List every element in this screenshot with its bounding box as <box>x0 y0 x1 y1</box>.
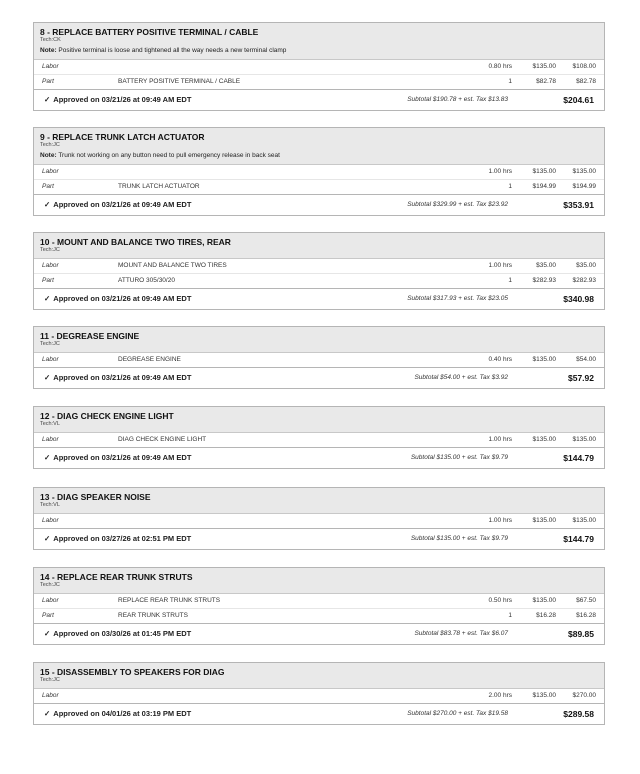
note-text: Positive terminal is loose and tightened all the way needs a new terminal clamp <box>58 47 287 54</box>
approval-text: Approved on 03/30/26 at 01:45 PM EDT <box>53 629 192 638</box>
line-description: MOUNT AND BALANCE TWO TIRES <box>118 262 227 269</box>
line-items <box>34 514 604 528</box>
job-header <box>34 663 604 689</box>
job-card <box>33 487 605 550</box>
job-footer <box>34 623 604 644</box>
job-tech: Tech:JC <box>40 582 60 588</box>
line-rate: $135.00 <box>532 517 556 524</box>
job-tech: Tech:JC <box>40 247 60 253</box>
check-icon: ✓ <box>44 629 51 638</box>
line-items <box>34 353 604 367</box>
line-total: $108.00 <box>572 63 596 70</box>
line-items <box>34 433 604 447</box>
line-type: Labor <box>42 692 59 699</box>
line-items <box>34 259 604 288</box>
job-note <box>40 46 598 55</box>
line-rate: $135.00 <box>532 168 556 175</box>
line-quantity: 0.40 hrs <box>488 356 512 363</box>
job-subtotal: Subtotal $270.00 + est. Tax $19.58 <box>407 710 508 717</box>
line-description: DIAG CHECK ENGINE LIGHT <box>118 436 207 443</box>
line-item-row <box>34 274 604 288</box>
line-items <box>34 594 604 623</box>
line-total: $135.00 <box>572 517 596 524</box>
job-subtotal: Subtotal $190.78 + est. Tax $13.83 <box>407 96 508 103</box>
job-subtotal: Subtotal $317.93 + est. Tax $23.05 <box>407 295 508 302</box>
job-tech: Tech:JC <box>40 341 60 347</box>
line-quantity: 0.80 hrs <box>488 63 512 70</box>
line-type: Labor <box>42 262 59 269</box>
job-footer <box>34 703 604 724</box>
line-item-row <box>34 433 604 447</box>
approval-text: Approved on 03/21/26 at 09:49 AM EDT <box>53 294 192 303</box>
line-rate: $135.00 <box>532 63 556 70</box>
line-quantity: 1.00 hrs <box>488 168 512 175</box>
line-rate: $282.93 <box>532 277 556 284</box>
job-subtotal: Subtotal $54.00 + est. Tax $3.92 <box>414 374 508 381</box>
line-type: Part <box>42 612 54 619</box>
job-card <box>33 127 605 216</box>
job-footer <box>34 194 604 215</box>
line-item-row <box>34 165 604 180</box>
job-subtotal: Subtotal $135.00 + est. Tax $9.79 <box>410 535 508 542</box>
job-grand-total: $289.58 <box>563 709 594 719</box>
approval-text: Approved on 03/21/26 at 09:49 AM EDT <box>53 453 192 462</box>
job-footer <box>34 288 604 309</box>
line-rate: $135.00 <box>532 436 556 443</box>
line-total: $282.93 <box>572 277 596 284</box>
approval-text: Approved on 03/21/26 at 09:49 AM EDT <box>53 200 192 209</box>
line-total: $82.78 <box>576 78 596 85</box>
line-total: $135.00 <box>572 168 596 175</box>
line-type: Labor <box>42 597 59 604</box>
line-type: Part <box>42 277 54 284</box>
line-items <box>34 165 604 194</box>
line-total: $67.50 <box>576 597 596 604</box>
line-item-row <box>34 594 604 609</box>
line-item-row <box>34 353 604 367</box>
job-footer <box>34 528 604 549</box>
job-card <box>33 232 605 310</box>
job-header <box>34 407 604 433</box>
line-quantity: 1.00 hrs <box>488 436 512 443</box>
job-title: 11 - DEGREASE ENGINE <box>40 331 140 341</box>
line-rate: $16.28 <box>536 612 556 619</box>
line-type: Labor <box>42 356 59 363</box>
job-header <box>34 327 604 353</box>
approval-text: Approved on 03/21/26 at 09:49 AM EDT <box>53 373 192 382</box>
line-rate: $135.00 <box>532 597 556 604</box>
line-type: Labor <box>42 436 59 443</box>
job-grand-total: $144.79 <box>563 453 594 463</box>
line-quantity: 1 <box>508 277 512 284</box>
job-tech: Tech:JC <box>40 142 60 148</box>
line-type: Labor <box>42 168 59 175</box>
line-description: DEGREASE ENGINE <box>118 356 181 363</box>
line-quantity: 1.00 hrs <box>488 262 512 269</box>
line-item-row <box>34 514 604 528</box>
line-total: $270.00 <box>572 692 596 699</box>
line-total: $194.99 <box>572 183 596 190</box>
job-card <box>33 567 605 645</box>
job-tech: Tech:JC <box>40 677 60 683</box>
line-type: Part <box>42 78 54 85</box>
job-title: 12 - DIAG CHECK ENGINE LIGHT <box>40 411 174 421</box>
check-icon: ✓ <box>44 709 51 718</box>
approval-status <box>44 90 191 110</box>
check-icon: ✓ <box>44 95 51 104</box>
line-item-row <box>34 60 604 75</box>
job-header <box>34 128 604 165</box>
note-label: Note: <box>40 47 57 54</box>
check-icon: ✓ <box>44 294 51 303</box>
job-header <box>34 488 604 514</box>
line-total: $135.00 <box>572 436 596 443</box>
check-icon: ✓ <box>44 373 51 382</box>
line-quantity: 1 <box>508 78 512 85</box>
line-quantity: 2.00 hrs <box>488 692 512 699</box>
job-footer <box>34 367 604 388</box>
job-header <box>34 23 604 60</box>
approval-status <box>44 704 191 724</box>
line-rate: $82.78 <box>536 78 556 85</box>
line-rate: $135.00 <box>532 356 556 363</box>
job-title: 13 - DIAG SPEAKER NOISE <box>40 492 151 502</box>
line-item-row <box>34 689 604 703</box>
approval-text: Approved on 03/21/26 at 09:49 AM EDT <box>53 95 192 104</box>
line-description: ATTURO 305/30/20 <box>118 277 175 284</box>
job-subtotal: Subtotal $329.99 + est. Tax $23.92 <box>407 201 508 208</box>
line-quantity: 1 <box>508 183 512 190</box>
line-items <box>34 60 604 89</box>
job-tech: Tech:VL <box>40 502 60 508</box>
line-rate: $35.00 <box>536 262 556 269</box>
line-description: REAR TRUNK STRUTS <box>118 612 188 619</box>
job-title: 8 - REPLACE BATTERY POSITIVE TERMINAL / CABLE <box>40 27 259 37</box>
line-item-row <box>34 75 604 89</box>
line-quantity: 1 <box>508 612 512 619</box>
job-card <box>33 326 605 389</box>
job-grand-total: $144.79 <box>563 534 594 544</box>
line-total: $54.00 <box>576 356 596 363</box>
job-header <box>34 233 604 259</box>
job-footer <box>34 89 604 110</box>
approval-text: Approved on 03/27/26 at 02:51 PM EDT <box>53 534 192 543</box>
line-rate: $135.00 <box>532 692 556 699</box>
job-title: 10 - MOUNT AND BALANCE TWO TIRES, REAR <box>40 237 231 247</box>
job-grand-total: $204.61 <box>563 95 594 105</box>
job-tech: Tech:VL <box>40 421 60 427</box>
approval-status <box>44 529 191 549</box>
job-grand-total: $353.91 <box>563 200 594 210</box>
approval-status <box>44 624 191 644</box>
line-type: Labor <box>42 63 59 70</box>
job-grand-total: $89.85 <box>568 629 594 639</box>
approval-status <box>44 368 191 388</box>
job-grand-total: $57.92 <box>568 373 594 383</box>
job-footer <box>34 447 604 468</box>
job-card <box>33 22 605 111</box>
line-description: REPLACE REAR TRUNK STRUTS <box>118 597 221 604</box>
check-icon: ✓ <box>44 453 51 462</box>
approval-status <box>44 195 191 215</box>
line-item-row <box>34 609 604 623</box>
check-icon: ✓ <box>44 534 51 543</box>
line-item-row <box>34 180 604 194</box>
job-header <box>34 568 604 594</box>
line-description: BATTERY POSITIVE TERMINAL / CABLE <box>118 78 241 85</box>
job-grand-total: $340.98 <box>563 294 594 304</box>
approval-status <box>44 289 191 309</box>
note-text: Trunk not working on any button need to pull emergency release in back seat <box>58 152 280 159</box>
line-type: Labor <box>42 517 59 524</box>
job-card <box>33 662 605 725</box>
job-note <box>40 151 598 160</box>
job-title: 9 - REPLACE TRUNK LATCH ACTUATOR <box>40 132 205 142</box>
job-title: 15 - DISASSEMBLY TO SPEAKERS FOR DIAG <box>40 667 225 677</box>
job-tech: Tech:CK <box>40 37 61 43</box>
approval-status <box>44 448 191 468</box>
line-total: $35.00 <box>576 262 596 269</box>
line-rate: $194.99 <box>532 183 556 190</box>
line-quantity: 1.00 hrs <box>488 517 512 524</box>
job-card <box>33 406 605 469</box>
check-icon: ✓ <box>44 200 51 209</box>
line-quantity: 0.50 hrs <box>488 597 512 604</box>
job-subtotal: Subtotal $83.78 + est. Tax $6.07 <box>414 630 508 637</box>
job-subtotal: Subtotal $135.00 + est. Tax $9.79 <box>410 454 508 461</box>
line-type: Part <box>42 183 54 190</box>
line-description: TRUNK LATCH ACTUATOR <box>118 183 200 190</box>
line-items <box>34 689 604 703</box>
line-total: $16.28 <box>576 612 596 619</box>
note-label: Note: <box>40 152 57 159</box>
job-title: 14 - REPLACE REAR TRUNK STRUTS <box>40 572 193 582</box>
approval-text: Approved on 04/01/26 at 03:19 PM EDT <box>53 709 192 718</box>
line-item-row <box>34 259 604 274</box>
